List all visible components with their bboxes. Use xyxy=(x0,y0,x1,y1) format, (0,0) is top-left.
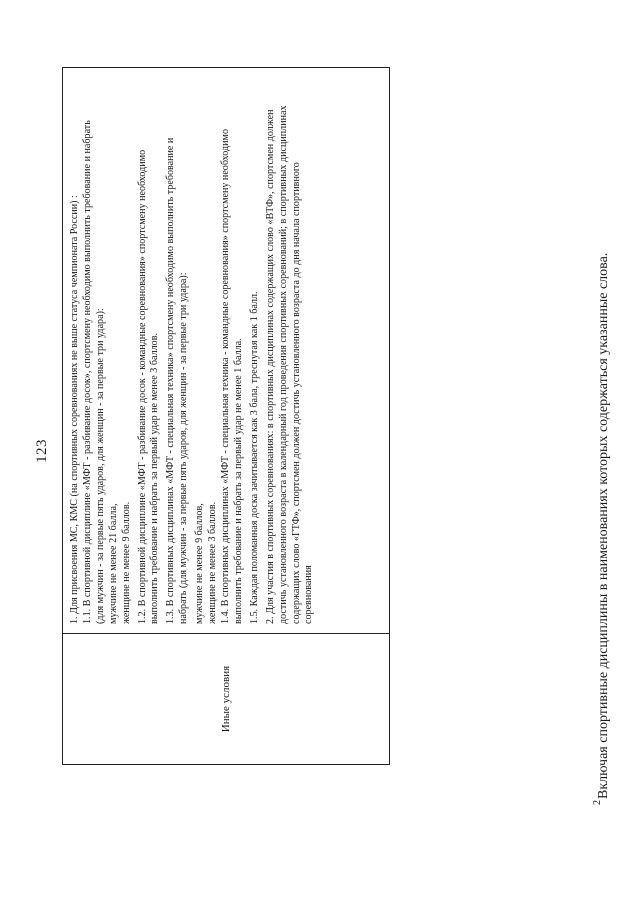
text-line: мужчине не менее 21 балла, xyxy=(107,503,119,624)
conditions-table xyxy=(62,67,390,765)
text-line: 2. Для участия в спортивных соревнованиях: в спортивных дисциплинах содержащих слово «ВТФ», спортсмен должен xyxy=(264,109,276,624)
text-line: 1.2. В спортивной дисциплине «МФТ - разбивание досок - командные соревнования» спортсмену необходимо xyxy=(136,149,148,624)
footnote-marker: 2 xyxy=(592,800,603,805)
text-line: достичь установленного возраста в календарный год проведения спортивных соревнований; в спортивных дисциплинах xyxy=(277,105,289,624)
row-label: Иные условия xyxy=(63,633,389,764)
text-line: содержащих слово «ГТФ», спортсмен должен достичь установленного возраста до дня начала спортивного xyxy=(290,162,302,624)
text-line: 1. Для присвоения МС, КМС (на спортивных соревнованиях не выше статуса чемпионата России) : xyxy=(69,195,80,624)
page-number: 123 xyxy=(34,439,50,463)
text-line: 1.4. В спортивных дисциплинах «МФТ - специальная техника - командные соревнования» спортсмену необходимо xyxy=(219,129,231,624)
row-content xyxy=(63,68,389,633)
text-line: 1.5. Каждая поломанная доска зачитывается как 3 бала, треснутая как 1 балл. xyxy=(248,291,260,624)
text-line: женщине не менее 9 баллов. xyxy=(120,501,132,624)
text-line: (для мужчин - за первые пять ударов, для женщин - за первые три удара): xyxy=(94,308,106,624)
footnote xyxy=(592,253,612,805)
text-line: женщине не менее 3 баллов. xyxy=(207,501,219,624)
text-line: 1.1. В спортивной дисциплине «МФТ - разбивание досок», спортсмену необходимо выполнить требование и набрать xyxy=(81,120,93,624)
text-line: 1.3. В спортивных дисциплинах «МФТ - специальная техника» спортсмену необходимо выполнить требование и xyxy=(165,137,177,624)
text-line: выполнить требование и набрать за первый удар не менее 3 баллов. xyxy=(149,333,161,624)
text-line: набрать (для мужчин - за первые пять ударов, для женщин - за первые три удара): xyxy=(178,272,190,624)
text-line: мужчине не менее 9 баллов, xyxy=(194,503,206,624)
footnote-text: Включая спортивные дисциплины в наименованиях которых содержаться указанные слова. xyxy=(596,252,611,799)
text-line: выполнить требование и набрать за первый удар не менее 1 балла. xyxy=(232,338,244,624)
text-line: соревнования xyxy=(303,565,315,624)
